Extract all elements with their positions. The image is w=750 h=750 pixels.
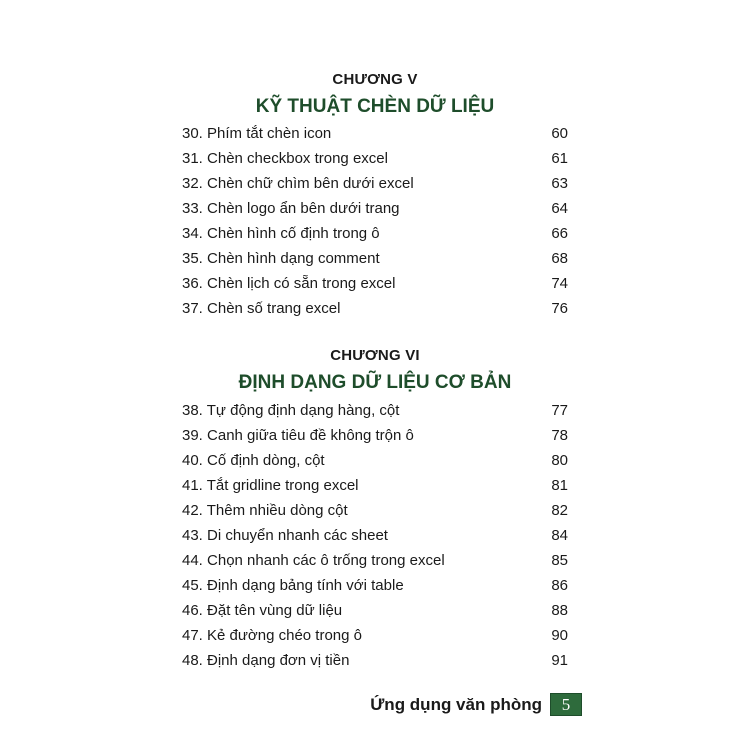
chapter-5-label: CHƯƠNG V (332, 71, 418, 88)
toc-entry-page: 80 (551, 452, 568, 469)
toc-entry-page: 86 (551, 577, 568, 594)
toc-entry-title: 33. Chèn logo ẩn bên dưới trang (182, 200, 400, 217)
toc-entry-page: 60 (551, 125, 568, 142)
toc-entry-page: 88 (551, 602, 568, 619)
toc-entry-title: 40. Cố định dòng, cột (182, 452, 325, 469)
toc-entry-page: 90 (551, 627, 568, 644)
chapter-5-toc-list (182, 121, 568, 321)
toc-entry-page: 91 (551, 652, 568, 669)
chapter-6-title: ĐỊNH DẠNG DỮ LIỆU CƠ BẢN (238, 372, 512, 393)
toc-entry (182, 648, 568, 673)
footer-book-title: Ứng dụng văn phòng (370, 694, 542, 714)
toc-entry-title: 45. Định dạng bảng tính với table (182, 577, 404, 594)
toc-entry-page: 77 (551, 402, 568, 419)
toc-entry-title: 32. Chèn chữ chìm bên dưới excel (182, 175, 414, 192)
toc-entry (182, 271, 568, 296)
toc-entry-page: 66 (551, 225, 568, 242)
toc-entry (182, 623, 568, 648)
toc-entry-title: 38. Tự động định dạng hàng, cột (182, 402, 400, 419)
toc-entry (182, 196, 568, 221)
toc-entry-title: 36. Chèn lịch có sẵn trong excel (182, 275, 396, 292)
toc-entry-page: 63 (551, 175, 568, 192)
toc-entry (182, 121, 568, 146)
toc-entry-page: 76 (551, 300, 568, 317)
toc-entry-page: 84 (551, 527, 568, 544)
toc-entry (182, 498, 568, 523)
toc-entry (182, 548, 568, 573)
toc-entry (182, 246, 568, 271)
toc-entry (182, 296, 568, 321)
toc-entry-page: 82 (551, 502, 568, 519)
toc-entry-page: 81 (551, 477, 568, 494)
toc-entry-title: 44. Chọn nhanh các ô trống trong excel (182, 552, 445, 569)
toc-entry (182, 598, 568, 623)
toc-entry-title: 37. Chèn số trang excel (182, 300, 341, 317)
toc-entry (182, 573, 568, 598)
toc-entry (182, 523, 568, 548)
toc-entry-title: 35. Chèn hình dạng comment (182, 250, 380, 267)
toc-entry (182, 171, 568, 196)
chapter-6-toc-list (182, 398, 568, 673)
page-footer (370, 693, 582, 716)
toc-entry (182, 398, 568, 423)
toc-entry-title: 31. Chèn checkbox trong excel (182, 150, 388, 167)
toc-entry (182, 221, 568, 246)
toc-entry (182, 448, 568, 473)
toc-entry-title: 43. Di chuyển nhanh các sheet (182, 527, 388, 544)
chapter-5-title: KỸ THUẬT CHÈN DỮ LIỆU (255, 96, 495, 117)
toc-entry (182, 423, 568, 448)
toc-entry-title: 30. Phím tắt chèn icon (182, 125, 332, 142)
toc-entry-page: 85 (551, 552, 568, 569)
toc-entry-page: 68 (551, 250, 568, 267)
toc-entry-title: 46. Đặt tên vùng dữ liệu (182, 602, 343, 619)
toc-entry (182, 473, 568, 498)
toc-entry-page: 64 (551, 200, 568, 217)
chapter-6-label: CHƯƠNG VI (330, 347, 420, 364)
page-number: 5 (550, 693, 582, 716)
toc-entry-title: 34. Chèn hình cố định trong ô (182, 225, 380, 242)
toc-entry (182, 146, 568, 171)
toc-entry-page: 78 (551, 427, 568, 444)
toc-entry-page: 74 (551, 275, 568, 292)
toc-entry-title: 39. Canh giữa tiêu đề không trộn ô (182, 427, 414, 444)
toc-entry-page: 61 (551, 150, 568, 167)
toc-entry-title: 41. Tắt gridline trong excel (182, 477, 359, 494)
toc-entry-title: 42. Thêm nhiều dòng cột (182, 502, 348, 519)
toc-entry-title: 47. Kẻ đường chéo trong ô (182, 627, 362, 644)
toc-entry-title: 48. Định dạng đơn vị tiền (182, 652, 350, 669)
